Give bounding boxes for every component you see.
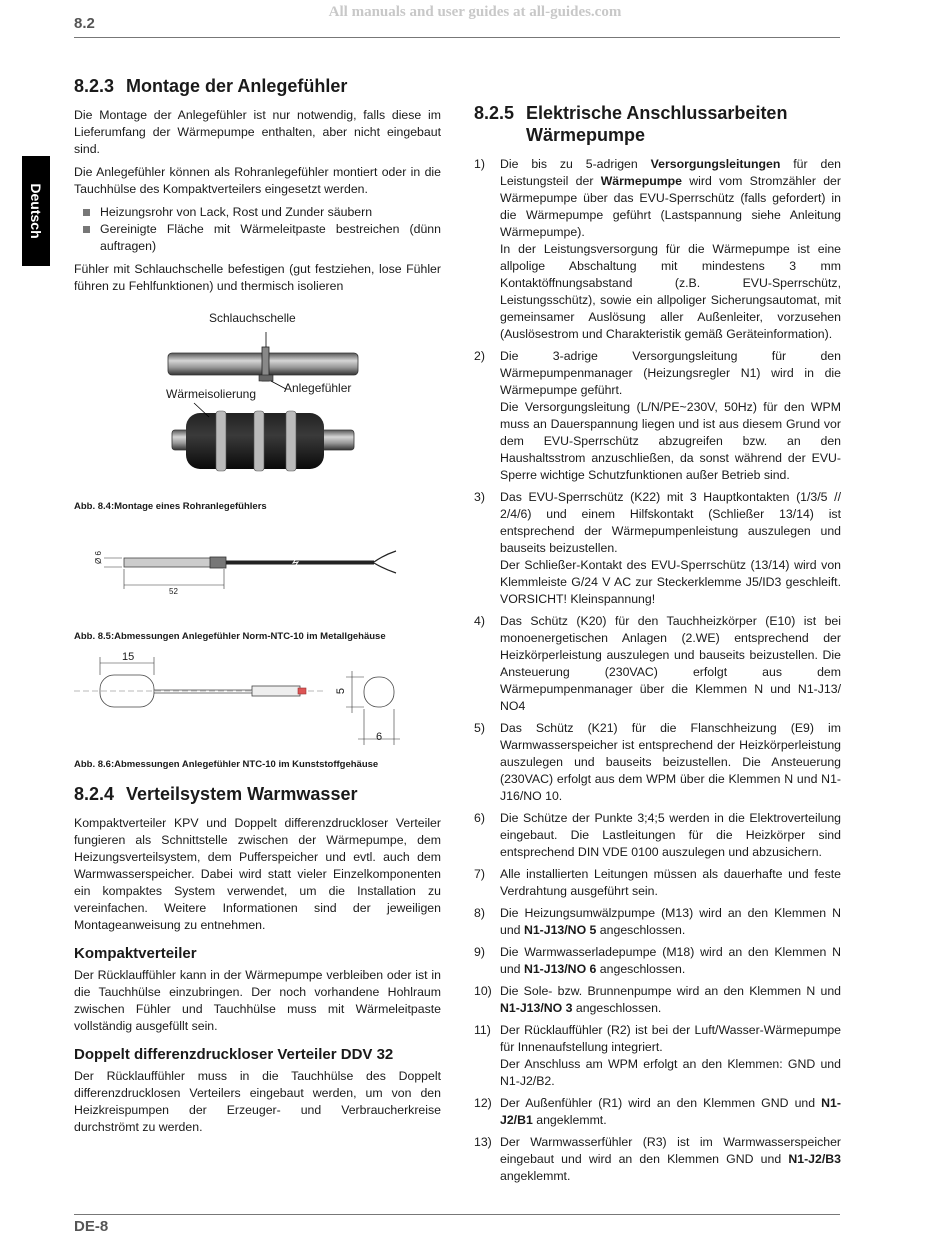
figure-8-5 bbox=[74, 525, 441, 625]
paragraph: Fühler mit Schlauchschelle befestigen (gut festziehen, lose Fühler führen zu Fehlfunktionen) und thermisch isolieren bbox=[74, 262, 441, 293]
figure-8-6 bbox=[74, 653, 441, 753]
dim-15: 15 bbox=[122, 651, 135, 663]
dim-diameter: Ø 6 bbox=[93, 551, 103, 564]
figure-8-4 bbox=[74, 305, 441, 495]
figure-caption: Abb. 8.4:Montage eines Rohranlegefühlers bbox=[74, 501, 267, 512]
label-waermeisolierung: Wärmeisolierung bbox=[166, 387, 257, 401]
dim-length: 52 bbox=[169, 587, 178, 596]
ntc-plastic-sensor-drawing bbox=[74, 653, 441, 753]
paragraph: Der Rücklauffühler muss in die Tauchhülse des Doppelt differenzdrucklosen Verteilers eingebaut werden, um von den Heizkreispumpen der Erzeuger- und Verbraucherkreise durchströmt zu werden. bbox=[74, 1069, 441, 1134]
list-item: 3) Das EVU-Sperrschütz (K22) mit 3 Hauptkontakten (1/3/5 // 2/4/6) und einem Hilfskontakt (Schließer 13/14) ist entsprechend der Wärmepumpenleistung auszulegen und bauseits beizustellen. Der Schließer-Kontakt des EVU-Sperrschütz (13/14) wird von Klemmleiste G/24 V AC zur Steckerklemme J5/ID3 geschleift. VORSICHT! Kleinspannung! bbox=[474, 490, 841, 606]
page-number: DE-8 bbox=[74, 1218, 109, 1235]
list-item: 5) Das Schütz (K21) für die Flanschheizung (E9) im Warmwasserspeicher ist entsprechend der Heizkörperleistung auszulegen und bauseits beizustellen. Die Ansteuerung (230VAC) erfolgt aus dem WPM über die Klemmen N und N1-J16/NO 10. bbox=[474, 721, 841, 803]
paragraph: Der Rücklauffühler kann in der Wärmepumpe verbleiben oder ist in die Tauchhülse einzubringen. Der noch vorhandene Hohlraum zwischen Fühler und Tauchhülse muss mit Wärmeleitpaste vollständig ausgefüllt sein. bbox=[74, 968, 441, 1033]
paragraph: Kompaktverteiler KPV und Doppelt differenzdruckloser Verteiler fungieren als Schnittstelle zwischen der Wärmepumpe, dem Heizungsverteilsystem, dem Pufferspeicher und evtl. auch dem Warmwasserspeicher. Dabei wird statt vieler Einzelkomponenten ein kompaktes System verwendet, um die Installation zu vereinfachen. Weitere Informationen sind der jeweiligen Montageanweisung zu entnehmen. bbox=[74, 816, 441, 932]
right-column bbox=[474, 102, 841, 1190]
list-item: 12) Der Außenfühler (R1) wird an den Klemmen GND und N1-J2/B1 angeklemmt. bbox=[474, 1096, 841, 1127]
subheading-ddv32: Doppelt differenzdruckloser Verteiler DDV 32 bbox=[74, 1046, 394, 1063]
section-header: 8.2 bbox=[74, 15, 95, 32]
paragraph: Die Anlegefühler können als Rohranlegefühler montiert oder in die Tauchhülse des Kompaktverteilers eingesetzt werden. bbox=[74, 165, 441, 196]
pipe-sensor-illustration bbox=[74, 305, 441, 495]
bullet-list bbox=[74, 204, 441, 255]
label-schlauchschelle: Schlauchschelle bbox=[209, 311, 296, 325]
list-item: 13) Der Warmwasserfühler (R3) ist im Warmwasserspeicher eingebaut und wird an den Klemmen GND und N1-J2/B3 angeklemmt. bbox=[474, 1135, 841, 1183]
subheading-kompaktverteiler: Kompaktverteiler bbox=[74, 945, 197, 962]
list-item: 1) Die bis zu 5-adrigen Versorgungsleitungen für den Leistungsteil der Wärmepumpe wird vom Stromzähler der Wärmepumpe über das EVU-Sperrschütz (falls gefordert) in die Wärmepumpe geführt (Lastspannung siehe Anleitung Wärmepumpe). In der Leistungsversorgung für die Wärmepumpe ist eine allpolige Abschaltung mit mindestens 3 mm Kontaktöffnungsabstand (z.B. EVU-Sperrschütz, Leistungsschütz), sowie ein allpoliger Sicherungsautomat, mit gemeinsamer Auslösung aller Außenleiter, vorzusehen (Auslösestrom und Charakteristik gemäß Geräteinformation). bbox=[474, 157, 842, 341]
list-item: 2) Die 3-adrige Versorgungsleitung für den Wärmepumpenmanager (Heizungsregler N1) wird in die Wärmepumpe geführt. Die Versorgungsleitung (L/N/PE~230V, 50Hz) für den WPM muss an Dauerspannung liegen und ist aus diesem Grund vor dem EVU-Sperrschütz abzugreifen bzw. an den Haushaltsstrom anzuschließen, da sonst während der EVU-Sperre wichtige Schutzfunktionen außer Betrieb sind. bbox=[474, 349, 841, 482]
language-tab bbox=[22, 156, 50, 266]
figure-caption: Abb. 8.6:Abmessungen Anlegefühler NTC-10 im Kunststoffgehäuse bbox=[74, 759, 379, 770]
list-item: 10) Die Sole- bzw. Brunnenpumpe wird an den Klemmen N und N1-J13/NO 3 angeschlossen. bbox=[474, 984, 841, 1015]
list-item: 7) Alle installierten Leitungen müssen als dauerhafte und feste Verdrahtung ausgeführt sein. bbox=[474, 867, 841, 898]
list-item: 6) Die Schütze der Punkte 3;4;5 werden in die Elektroverteilung eingebaut. Die Lastleitungen für die Heizkörper sind entsprechend DIN VDE 0100 auszulegen und abzusichern. bbox=[474, 811, 841, 859]
header-rule bbox=[74, 37, 840, 38]
footer-rule bbox=[74, 1214, 840, 1215]
language-tab-label: Deutsch bbox=[28, 183, 44, 239]
numbered-list bbox=[474, 156, 841, 1185]
list-item: 4) Das Schütz (K20) für den Tauchheizkörper (E10) ist bei monoenergetischen Anlagen (2.WE) entsprechend der Heizkörperleistung auszulegen und bauseits beizustellen. Die Ansteuerung (230VAC) erfolgt aus dem Wärmepumpenmanager über die Klemmen N und N1-J13/ NO4 bbox=[474, 614, 841, 713]
list-item: 8) Die Heizungsumwälzpumpe (M13) wird an den Klemmen N und N1-J13/NO 5 angeschlossen. bbox=[474, 906, 841, 937]
dim-5: 5 bbox=[335, 687, 348, 695]
section-8-2-4-heading: 8.2.4 Verteilsystem Warmwasser bbox=[74, 784, 358, 804]
section-8-2-3-heading: 8.2.3 Montage der Anlegefühler bbox=[74, 76, 348, 96]
section-8-2-5-heading: 8.2.5 Elektrische Anschlussarbeiten Wärmepumpe bbox=[474, 103, 788, 145]
watermark: All manuals and user guides at all-guides.com bbox=[328, 4, 622, 20]
figure-caption: Abb. 8.5:Abmessungen Anlegefühler Norm-NTC-10 im Metallgehäuse bbox=[74, 631, 386, 642]
dim-6: 6 bbox=[376, 731, 383, 743]
left-column bbox=[74, 75, 441, 1142]
ntc-metal-sensor-drawing bbox=[74, 525, 441, 625]
list-item: 9) Die Warmwasserladepumpe (M18) wird an den Klemmen N und N1-J13/NO 6 angeschlossen. bbox=[474, 945, 841, 976]
list-item: 11) Der Rücklauffühler (R2) ist bei der Luft/Wasser-Wärmepumpe für Innenaufstellung integriert. Der Anschluss am WPM erfolgt an den Klemmen: GND und N1-J2/B2. bbox=[474, 1023, 841, 1088]
list-item: Gereinigte Fläche mit Wärmeleitpaste bestreichen (dünn auftragen) bbox=[74, 221, 441, 255]
paragraph: Die Montage der Anlegefühler ist nur notwendig, falls diese im Lieferumfang der Wärmepumpe enthalten, aber nicht eingebaut sind. bbox=[74, 108, 441, 156]
label-anlegefuehler: Anlegefühler bbox=[284, 381, 352, 395]
list-item: Heizungsrohr von Lack, Rost und Zunder säubern bbox=[74, 204, 441, 221]
